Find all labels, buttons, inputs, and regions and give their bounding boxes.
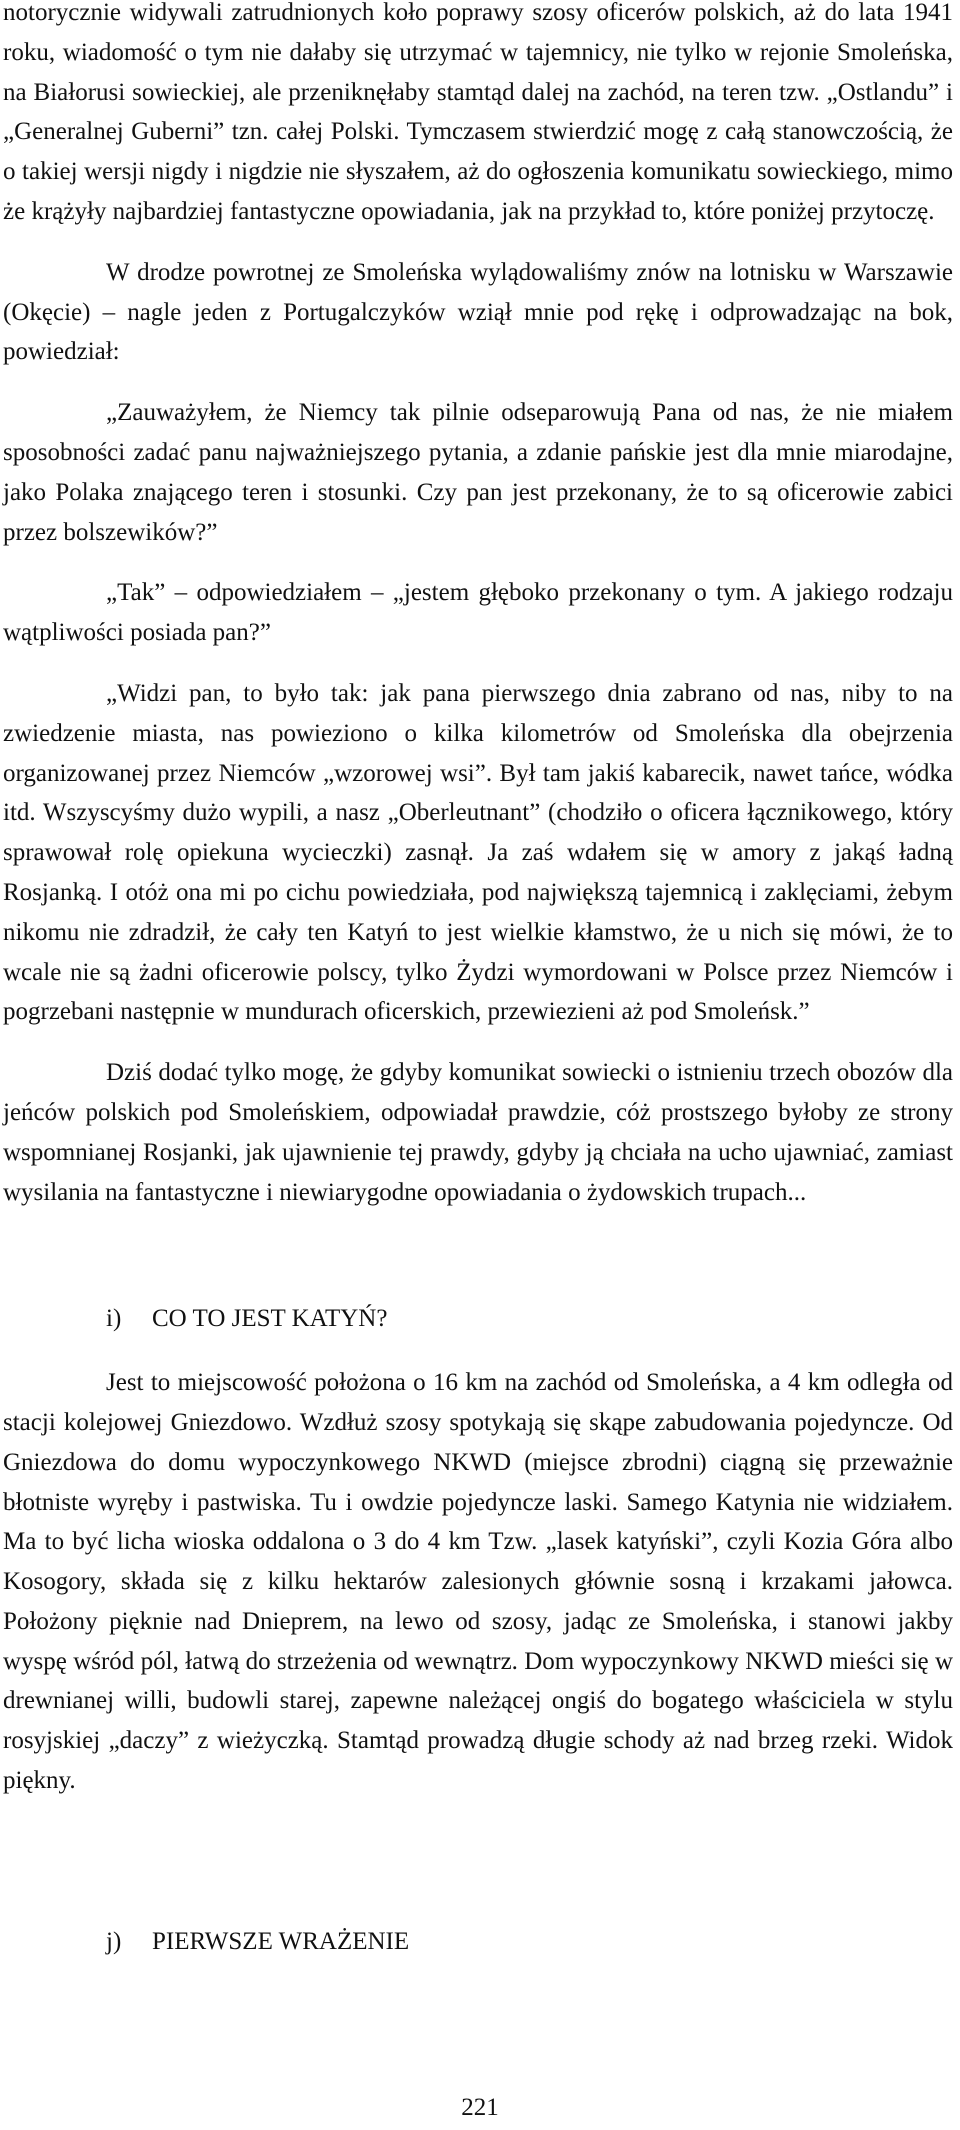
section-title-i: CO TO JEST KATYŃ?	[152, 1305, 388, 1333]
paragraph-portuguese-question: „Zauważyłem, że Niemcy tak pilnie odseparowują Pana od nas, że nie miałem sposobności zadać panu najważniejszego pytania, a zdanie pańskie jest dla mnie miarodajne, jako Polaka znającego teren i stosunki. Czy pan jest przekonany, że to są oficerowie zabici przez bolszewików?”	[3, 399, 953, 546]
paragraph-continuation: notorycznie widywali zatrudnionych koło poprawy szosy oficerów polskich, aż do lata 1941 roku, wiadomość o tym nie dałaby się utrzymać w tajemnicy, nie tylko w rejonie Smoleńska, na Białorusi sowieckiej, ale przeniknęłaby stamtąd dalej na zachód, na teren tzw. „Ostlandu” i „Generalnej Guberni” tzn. całej Polski. Tymczasem stwierdzić mogę z całą stanowczością, że o takiej wersji nigdy i nigdzie nie słyszałem, aż do ogłoszenia komunikatu sowieckiego, mimo że krążyły najbardziej fantastyczne opowiadania, jak na przykład to, które poniżej przytoczę.	[3, 0, 953, 225]
spacer	[3, 1822, 953, 1922]
document-body	[3, 0, 953, 1962]
section-heading-i	[3, 1299, 953, 1339]
page-number: 221	[461, 2094, 499, 2121]
paragraph-conclusion: Dziś dodać tylko mogę, że gdyby komunikat sowiecki o istnieniu trzech obozów dla jeńców polskich pod Smoleńskiem, odpowiadał prawdzie, cóż prostszego byłoby ze strony wspomnianej Rosjanki, jak ujawnienie tej prawdy, gdyby ją chciała na ucho ujawniać, zamiast wysilania na fantastyczne i niewiarygodne opowiadania o żydowskich trupach...	[3, 1059, 953, 1206]
spacer	[3, 1339, 953, 1363]
paragraph-answer: „Tak” – odpowiedziałem – „jestem głęboko przekonany o tym. A jakiego rodzaju wątpliwości posiada pan?”	[3, 579, 953, 647]
paragraph-katyn-description: Jest to miejscowość położona o 16 km na zachód od Smoleńska, a 4 km odległa od stacji kolejowej Gniezdowo. Wzdłuż szosy spotykają się skąpe zabudowania pojedyncze. Od Gniezdowa do domu wypoczynkowego NKWD (miejsce zbrodni) ciągną się przeważnie błotniste wyręby i pastwiska. Tu i owdzie pojedyncze laski. Samego Katynia nie widziałem. Ma to być licha wioska oddalona o 3 do 4 km Tzw. „lasek katyński”, czyli Kozia Góra albo Kosogory, składa się z kilku hektarów zalesionych głównie sosną i krzakami jałowca. Położony pięknie nad Dnieprem, na lewo od szosy, jadąc ze Smoleńska, i stanowi jakby wyspę wśród pól, łatwą do strzeżenia od wewnątrz. Dom wypoczynkowy NKWD mieści się w drewnianej willi, budowli starej, zapewne należącej ongiś do bogatego właściciela w stylu rosyjskiej „daczy” z wieżyczką. Stamtąd prowadzą długie schody aż nad brzeg rzeki. Widok piękny.	[3, 1369, 953, 1795]
section-letter-j: j)	[106, 1927, 122, 1955]
section-heading-j	[3, 1922, 953, 1962]
section-title-j: PIERWSZE WRAŻENIE	[152, 1927, 410, 1955]
paragraph-return-flight: W drodze powrotnej ze Smoleńska wylądowaliśmy znów na lotnisku w Warszawie (Okęcie) – nagle jeden z Portugalczyków wziął mnie pod rękę i odprowadzając na bok, powiedział:	[3, 258, 953, 366]
paragraph-portuguese-story: „Widzi pan, to było tak: jak pana pierwszego dnia zabrano od nas, niby to na zwiedzenie miasta, nas powieziono o kilka kilometrów od Smoleńska dla obejrzenia organizowanej przez Niemców „wzorowej wsi”. Był tam jakiś kabarecik, nawet tańce, wódka itd. Wszyscyśmy dużo wypili, a nasz „Oberleutnant” (chodziło o oficera łącznikowego, który sprawował rolę opiekuna wycieczki) zasnął. Ja zaś wdałem się w amory z jakąś ładną Rosjanką. I otóż ona mi po cichu powiedziała, pod największą tajemnicą i zaklęciami, żebym nikomu nie zdradził, że cały ten Katyń to jest wielkie kłamstwo, że u nich się mówi, że to wcale nie są żadni oficerowie polscy, tylko Żydzi wymordowani w Polsce przez Niemców i pogrzebani następnie w mundurach oficerskich, przewiezieni aż pod Smoleńsk.”	[3, 679, 953, 1026]
spacer	[3, 1233, 953, 1299]
section-letter-i: i)	[106, 1305, 122, 1333]
